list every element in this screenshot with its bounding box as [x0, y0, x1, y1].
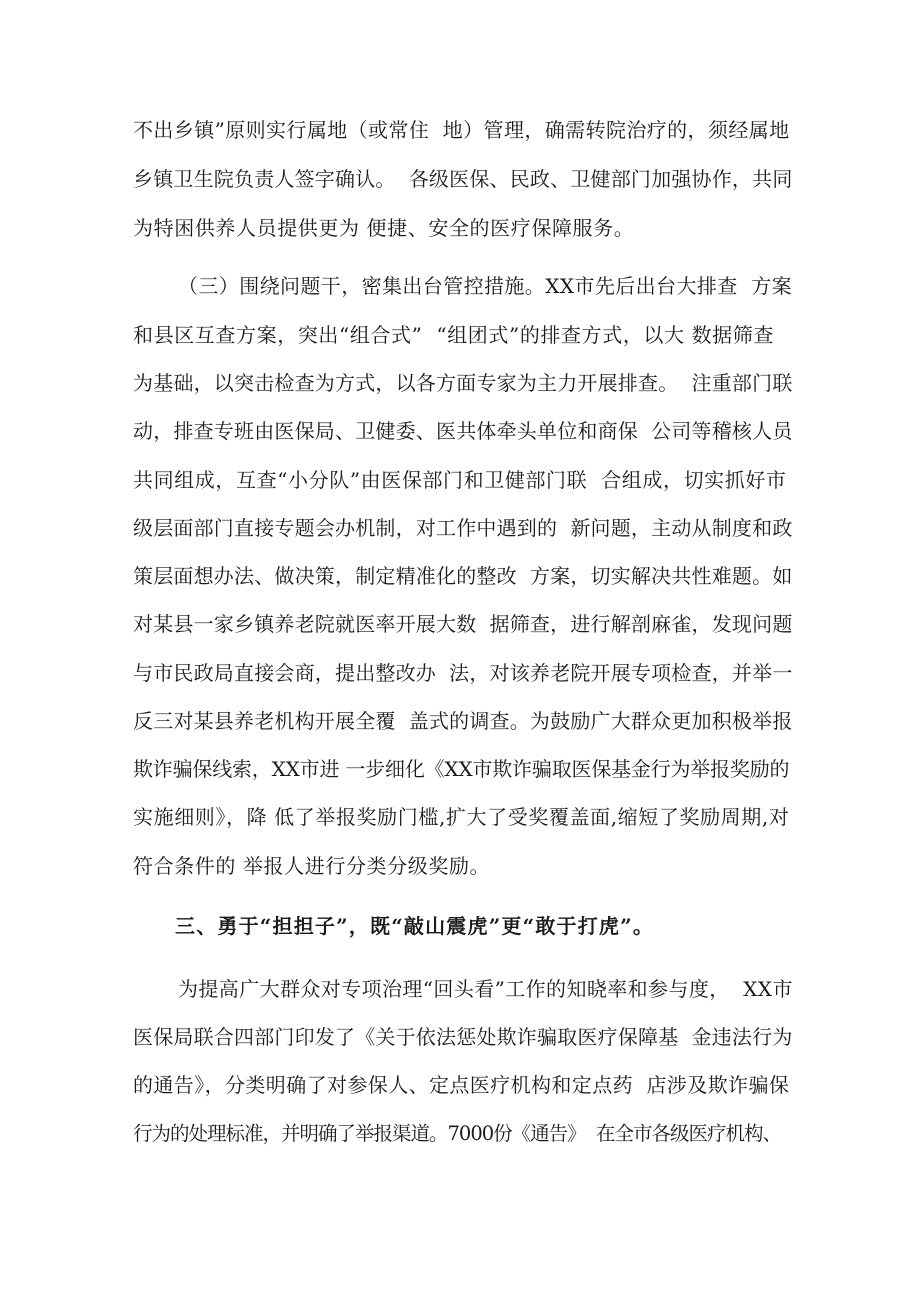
paragraph-2-line-11: 欺诈骗保线索，XX市进 一步细化《XX市欺诈骗取医保基金行为举报奖励的	[133, 757, 790, 781]
paragraph-3-line-1: 为提高广大群众对专项治理“回头看”工作的知晓率和参与度， XX市	[178, 977, 793, 1001]
paragraph-2-line-12: 实施细则》，降 低了举报奖励门槛,扩大了受奖覆盖面,缩短了奖励周期,对	[133, 805, 790, 829]
paragraph-2-line-6: 级层面部门直接专题会办机制，对工作中遇到的 新问题，主动从制度和政	[133, 516, 793, 540]
paragraph-3-line-3: 的通告》，分类明确了对参保人、定点医疗机构和定点药 店涉及欺诈骗保	[133, 1073, 790, 1097]
paragraph-2-line-3: 为基础，以突击检查为方式，以各方面专家为主力开展排查。 注重部门联	[133, 371, 793, 395]
paragraph-3-line-2: 医保局联合四部门印发了《关于依法惩处欺诈骗取医疗保障基 金违法行为	[133, 1025, 793, 1049]
paragraph-3-line-4: 行为的处理标准，并明确了举报渠道。7000份《通告》 在全市各级医疗机构、	[133, 1122, 782, 1145]
paragraph-1-line-3: 为特困供养人员提供更为 便捷、安全的医疗保障服务。	[133, 216, 635, 240]
paragraph-2-line-2: 和县区互查方案，突出“组合式” “组团式”的排查方式，以大 数据筛查	[133, 323, 774, 347]
paragraph-2-line-10: 反三对某县养老机构开展全覆 盖式的调查。为鼓励广大群众更加积极举报	[133, 709, 793, 733]
paragraph-2-line-5: 共同组成，互查“小分队”由医保部门和卫健部门联 合组成，切实抓好市	[133, 468, 787, 492]
paragraph-2-line-4: 动，排查专班由医保局、卫健委、医共体牵头单位和商保 公司等稽核人员	[133, 419, 793, 443]
paragraph-2-line-1: （三）围绕问题干，密集出台管控措施。XX市先后出台大排查 方案	[178, 274, 792, 298]
paragraph-1-line-2: 乡镇卫生院负责人签字确认。 各级医保、民政、卫健部门加强协作，共同	[133, 167, 793, 191]
paragraph-2-line-7: 策层面想办法、做决策，制定精准化的整改 方案，切实解决共性难题。如	[133, 564, 793, 588]
paragraph-1-line-1: 不出乡镇”原则实行属地（或常住 地）管理，确需转院治疗的，须经属地	[133, 118, 790, 142]
paragraph-2-line-13: 符合条件的 举报人进行分类分级奖励。	[133, 854, 491, 878]
section-heading-3: 三、勇于“担担子”，既“敲山震虎”更“敢于打虎”。	[175, 914, 655, 938]
paragraph-2-line-9: 与市民政局直接会商，提出整改办 法，对该养老院开展专项检查，并举一	[133, 661, 793, 685]
paragraph-2-line-8: 对某县一家乡镇养老院就医率开展大数 据筛查，进行解剖麻雀，发现问题	[133, 612, 793, 636]
